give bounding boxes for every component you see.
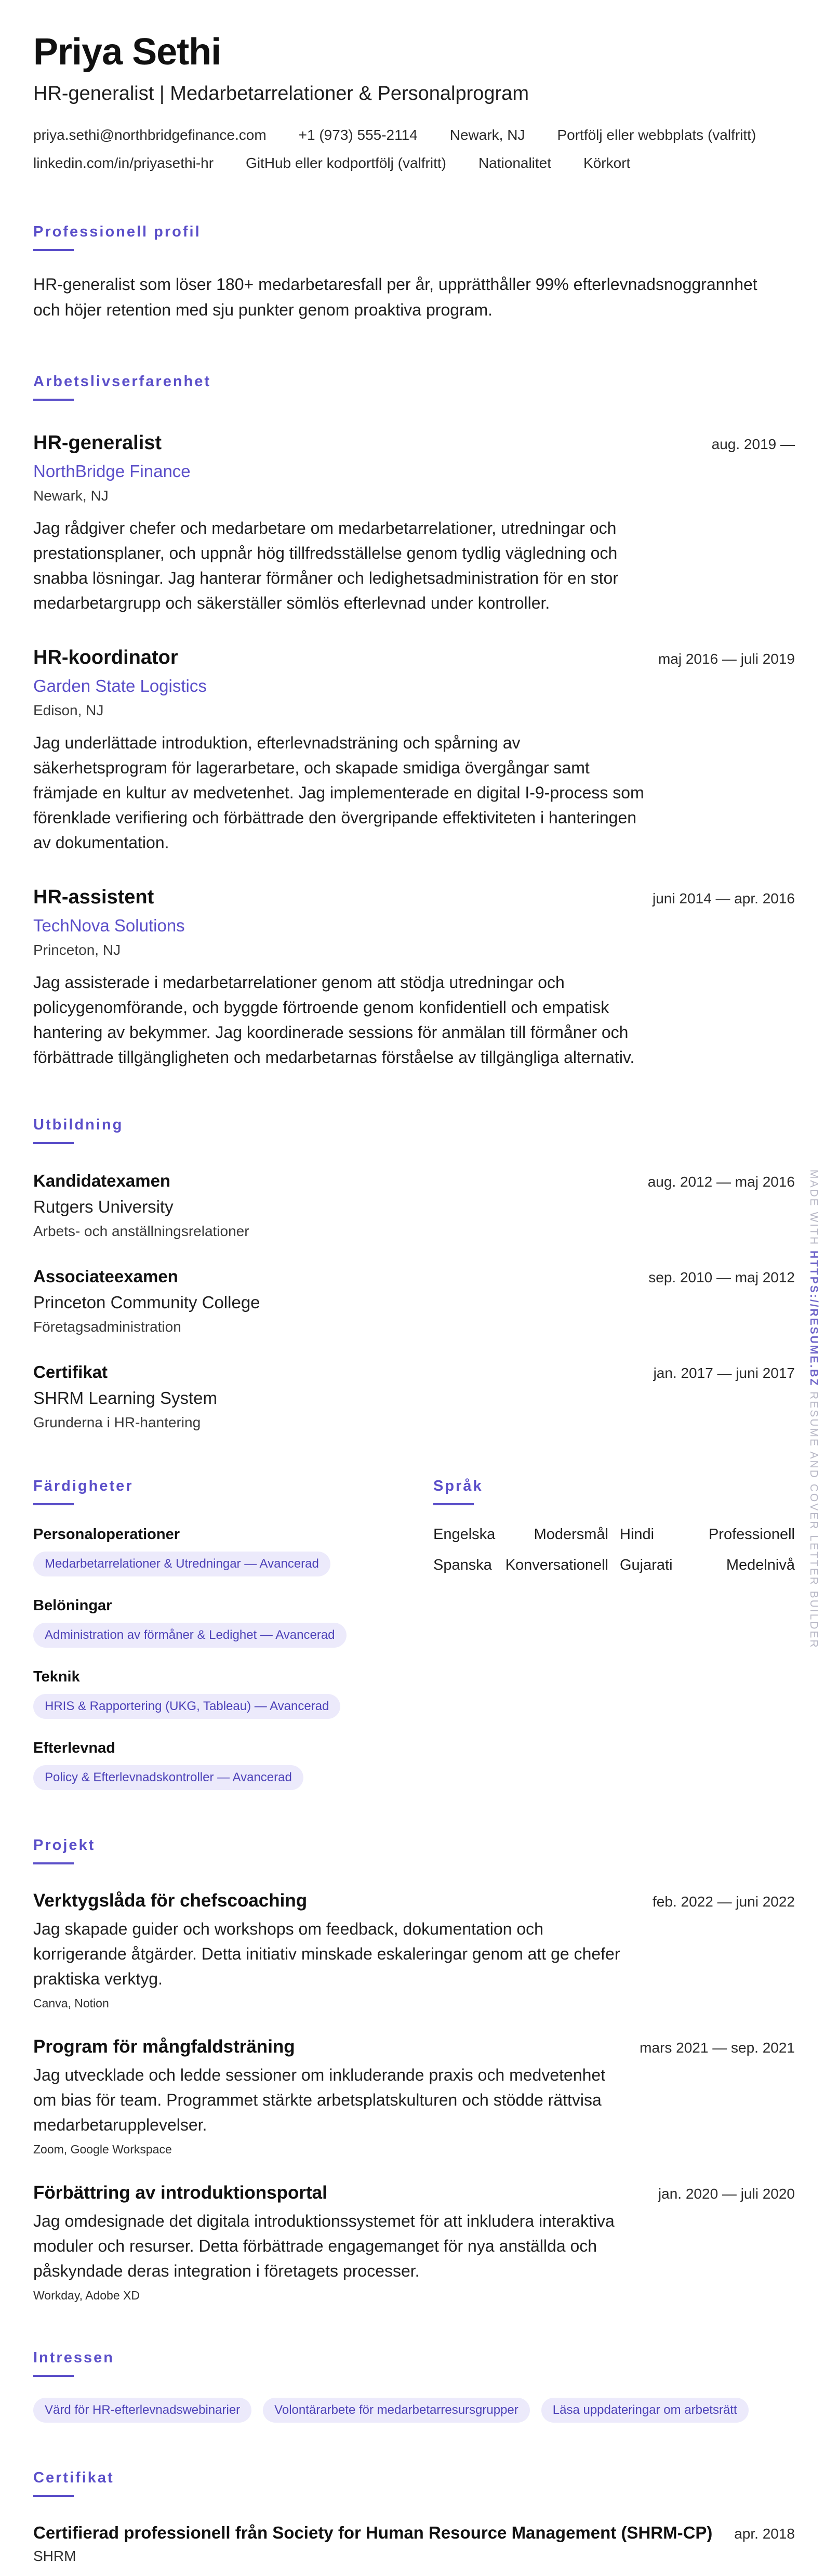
job-title: HR-generalist [33, 431, 162, 454]
section-experience [33, 373, 795, 1070]
education-degree: Kandidatexamen [33, 1171, 171, 1190]
certificate-issuer: SHRM [33, 2547, 76, 2564]
job-dates: maj 2016 — juli 2019 [658, 650, 795, 667]
language-item [433, 1526, 608, 1543]
language-level: Modersmål [534, 1526, 608, 1543]
language-item [620, 1557, 795, 1574]
section-skills [33, 1478, 433, 1790]
skill-group [33, 1740, 433, 1790]
section-profile [33, 224, 795, 323]
contact-email[interactable]: priya.sethi@northbridgefinance.com [33, 126, 267, 143]
certificate-name: Certifierad professionell från Society for Human Resource Management (SHRM-CP) [33, 2522, 713, 2542]
project-name: Förbättring av introduktionsportal [33, 2182, 327, 2203]
section-skills-languages [33, 1478, 795, 1790]
skill-chip: Administration av förmåner & Ledighet — Avancerad [33, 1623, 347, 1648]
language-name: Engelska [433, 1526, 496, 1543]
language-name: Gujarati [620, 1556, 673, 1573]
section-title: Utbildning [33, 1116, 124, 1133]
education-item [33, 1362, 795, 1431]
contact-portfolio[interactable]: Portfölj eller webbplats (valfritt) [557, 126, 756, 143]
resume-header [33, 33, 795, 172]
section-languages [433, 1478, 795, 1790]
project-dates: mars 2021 — sep. 2021 [640, 2039, 795, 2056]
language-level: Professionell [708, 1526, 795, 1543]
skill-chip: Policy & Efterlevnadskontroller — Avancerad [33, 1765, 303, 1790]
contact-location: Newark, NJ [449, 126, 525, 143]
education-degree: Associateexamen [33, 1266, 178, 1286]
job-location: Princeton, NJ [33, 941, 121, 958]
job-title: HR-koordinator [33, 646, 178, 668]
contact-linkedin[interactable]: linkedin.com/in/priyasethi-hr [33, 154, 214, 171]
skill-category: Belöningar [33, 1597, 112, 1614]
project-tools: Workday, Adobe XD [33, 2288, 140, 2302]
section-certificates [33, 2469, 795, 2565]
builder-watermark [807, 1169, 820, 1649]
job-description: Jag assisterade i medarbetarrelationer genom att stödja utredningar och policygenomförande, och byggde förtroende genom konfidentiell och empatisk hantering av bekymmer. Jag koordinerade sessions för anmälan till förmåner och förbättrade tillgängligheten och medarbetarnas förståelse av tillgängliga alternativ. [33, 972, 635, 1067]
job-company: NorthBridge Finance [33, 461, 191, 481]
skill-chip: HRIS & Rapportering (UKG, Tableau) — Avancerad [33, 1694, 340, 1719]
skill-category: Teknik [33, 1668, 80, 1685]
section-divider [33, 2375, 74, 2377]
section-divider [33, 1862, 74, 1864]
language-item [433, 1557, 608, 1574]
project-description: Jag utvecklade och ledde sessioner om inkluderande praxis och medvetenhet om bias för team. Programmet stärkte arbetsplatskulturen och stödde rättvisa medarbetarupplevelser. [33, 2065, 606, 2134]
skill-group [33, 1597, 433, 1648]
education-dates: aug. 2012 — maj 2016 [647, 1173, 795, 1190]
section-projects [33, 1837, 795, 2303]
education-school: Princeton Community College [33, 1292, 260, 1312]
job-dates: juni 2014 — apr. 2016 [653, 890, 795, 906]
section-title: Projekt [33, 1836, 96, 1854]
education-item [33, 1267, 795, 1335]
education-school: Rutgers University [33, 1197, 174, 1216]
project-name: Verktygslåda för chefscoaching [33, 1890, 308, 1911]
project-item [33, 2183, 795, 2303]
education-dates: sep. 2010 — maj 2012 [648, 1269, 795, 1285]
interest-chip: Läsa uppdateringar om arbetsrätt [541, 2398, 749, 2423]
education-degree: Certifikat [33, 1362, 108, 1382]
language-level: Medelnivå [726, 1556, 795, 1573]
section-title: Intressen [33, 2349, 114, 2366]
language-item [620, 1526, 795, 1543]
job-company: Garden State Logistics [33, 676, 207, 695]
education-item [33, 1171, 795, 1240]
job-description: Jag underlättade introduktion, efterlevnadsträning och spårning av säkerhetsprogram för lagerarbetare, och skapade smidiga övergångar samt främjade en kultur av medvetenhet. Jag implementerade en digital I-9-process som förenklade verifiering och förbättrade den övergripande effektiviteten i hanteringen av dokumentation. [33, 733, 644, 852]
project-tools: Canva, Notion [33, 1996, 109, 2010]
skill-group [33, 1668, 433, 1719]
certificate-date: apr. 2018 [734, 2525, 795, 2542]
section-divider [33, 1142, 74, 1144]
project-item [33, 2036, 795, 2157]
project-description: Jag skapade guider och workshops om feedback, dokumentation och korrigerande åtgärder. Detta initiativ minskade eskaleringar genom att ge chefer praktiska verktyg. [33, 1919, 620, 1988]
section-title: Professionell profil [33, 223, 201, 240]
interest-chip: Värd för HR-efterlevnadswebinarier [33, 2398, 251, 2423]
education-field: Grunderna i HR-hantering [33, 1414, 201, 1430]
job-company: TechNova Solutions [33, 915, 185, 935]
contact-phone[interactable]: +1 (973) 555-2114 [298, 126, 418, 143]
education-field: Företagsadministration [33, 1318, 181, 1335]
experience-item [33, 432, 795, 615]
project-description: Jag omdesignade det digitala introduktionssystemet för att inkludera interaktiva moduler och resurser. Detta förbättrade engagemanget för nya anställda och påskyndade deras integration i företagets processer. [33, 2211, 615, 2280]
experience-item [33, 647, 795, 855]
section-title: Arbetslivserfarenhet [33, 373, 211, 390]
education-school: SHRM Learning System [33, 1388, 217, 1408]
job-dates: aug. 2019 — [711, 436, 795, 452]
section-divider [33, 2495, 74, 2497]
interest-chip: Volontärarbete för medarbetarresursgrupper [263, 2398, 530, 2423]
experience-item [33, 886, 795, 1070]
contact-license: Körkort [583, 154, 631, 171]
contact-github[interactable]: GitHub eller kodportfölj (valfritt) [246, 154, 446, 171]
education-field: Arbets- och anställningsrelationer [33, 1223, 249, 1239]
resume-page [33, 33, 795, 2565]
skill-category: Efterlevnad [33, 1739, 115, 1756]
education-dates: jan. 2017 — juni 2017 [653, 1364, 795, 1381]
section-divider [433, 1503, 474, 1505]
watermark-prefix: MADE WITH [808, 1169, 820, 1246]
candidate-headline: HR-generalist | Medarbetarrelationer & Personalprogram [33, 83, 529, 104]
job-location: Edison, NJ [33, 702, 104, 718]
project-name: Program för mångfaldsträning [33, 2036, 295, 2057]
project-dates: jan. 2020 — juli 2020 [658, 2185, 795, 2202]
certificate-item [33, 2523, 795, 2565]
section-education [33, 1116, 795, 1431]
project-tools: Zoom, Google Workspace [33, 2142, 172, 2156]
job-title: HR-assistent [33, 886, 154, 908]
interest-list [33, 2398, 795, 2423]
contact-nationality: Nationalitet [478, 154, 552, 171]
language-level: Konversationell [505, 1556, 608, 1573]
section-title: Språk [433, 1477, 483, 1494]
project-item [33, 1890, 795, 2010]
job-location: Newark, NJ [33, 487, 109, 504]
section-divider [33, 399, 74, 401]
watermark-link[interactable]: HTTPS://RESUME.BZ [808, 1251, 820, 1387]
section-divider [33, 1503, 74, 1505]
section-interests [33, 2349, 795, 2423]
profile-summary: HR-generalist som löser 180+ medarbetaresfall per år, upprätthåller 99% efterlevnadsnoggrannhet och höjer retention med sju punkter genom proaktiva program. [33, 274, 757, 320]
language-list [433, 1526, 795, 1574]
language-name: Hindi [620, 1526, 655, 1543]
candidate-name: Priya Sethi [33, 31, 221, 73]
language-name: Spanska [433, 1556, 492, 1573]
job-description: Jag rådgiver chefer och medarbetare om medarbetarrelationer, utredningar och prestationsplaner, och uppnår hög tillfredsställelse genom tydlig vägledning och snabba lösningar. Jag hanterar förmåner och ledighetsadministration för en stor medarbetargrupp och säkerställer sömlös efterlevnad under kontroller. [33, 518, 618, 612]
watermark-suffix: RESUME AND COVER LETTER BUILDER [808, 1391, 820, 1649]
skill-group [33, 1526, 433, 1576]
section-title: Certifikat [33, 2469, 114, 2486]
skill-chip: Medarbetarrelationer & Utredningar — Avancerad [33, 1552, 330, 1576]
section-divider [33, 249, 74, 251]
section-title: Färdigheter [33, 1477, 134, 1494]
contact-list [33, 127, 795, 172]
skill-category: Personaloperationer [33, 1526, 180, 1543]
project-dates: feb. 2022 — juni 2022 [653, 1893, 795, 1910]
